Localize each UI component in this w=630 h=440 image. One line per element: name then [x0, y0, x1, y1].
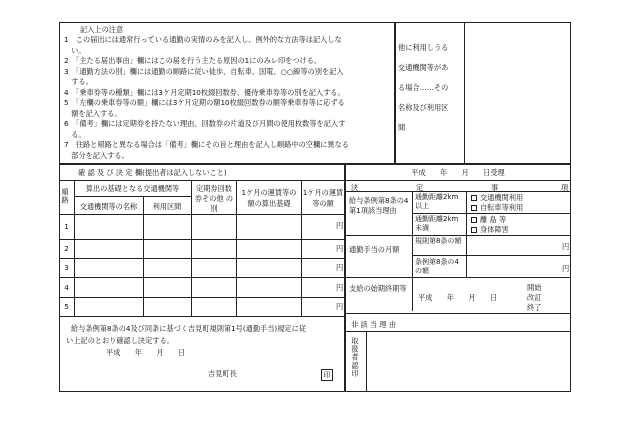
- handler-label: 取扱者認印: [350, 337, 360, 378]
- row-number: 4: [64, 283, 69, 292]
- note-line: 4 「乗車券等の種類」欄には3ケ月定期10枚綴回数券、優待乗車券等の別を記入する。: [64, 87, 345, 97]
- note-line: い。: [64, 45, 86, 55]
- checkbox[interactable]: [471, 217, 477, 223]
- opt-disabled[interactable]: 身体障害: [471, 226, 509, 233]
- decision-label: 決: [351, 183, 359, 192]
- yen-unit: 円: [562, 264, 570, 273]
- checkbox[interactable]: [471, 205, 477, 211]
- note-line: 部分を記入する。: [64, 150, 129, 160]
- rule-label: 規則第8条の額: [415, 237, 462, 245]
- notes-list: [64, 36, 349, 162]
- notes-title: 記入上の注意: [80, 25, 124, 34]
- yen-unit: 円: [336, 244, 344, 253]
- note-line: 7 往路と帰路と異なる場合は「備考」欄にその旨と理由を記入し順路中の空欄に異なる: [64, 140, 349, 149]
- confirm-statement: 給与条例第8条の4及び同条に基づく吉見町規則第1号(通勤手当)規定に従: [71, 324, 306, 333]
- col-month-amount: 1ケ月の運賃等の額: [302, 188, 344, 208]
- col-name: 交通機関等の名称: [79, 202, 138, 211]
- note-line: する。: [64, 77, 93, 86]
- yen-unit: 円: [336, 283, 344, 292]
- col-basis: 算出の基礎となる交通機関等: [85, 184, 180, 193]
- confirm-date: 平成 年 月 日: [106, 348, 186, 357]
- col-section: 利用区間: [152, 202, 182, 211]
- opt-bicycle[interactable]: 自転車等利用: [471, 204, 523, 211]
- article-label: 給与条例第8条の4第1項該当理由: [349, 196, 409, 215]
- col-order: 順路: [60, 188, 70, 205]
- note-line: 6 「備考」欄には定期券を持たない理由、回数券の片道及び月間の使用枚数等を記入す: [64, 119, 346, 128]
- start-option: 改訂: [527, 293, 542, 302]
- start-option: 終了: [527, 303, 542, 312]
- checkbox[interactable]: [471, 227, 477, 233]
- note-line: 3 「通勤方法の別」欄には通勤の順路に従い徒歩、自転車、国電、○○線等の別を記入: [64, 66, 344, 76]
- row-number: 2: [64, 244, 69, 253]
- yen-unit: 円: [336, 263, 344, 272]
- confirm-statement-2: い上記のとおり確認し決定する。: [66, 336, 174, 345]
- other-transport-label: 他に利用しうる 交通機関等があ る場合……その 名称及び利用区 間: [398, 43, 449, 132]
- start-option: 開始: [527, 283, 542, 292]
- opt-transport[interactable]: 交通機関利用: [471, 194, 523, 201]
- col-ticket: 定期券回数券その他 の 別: [194, 184, 234, 213]
- note-line: 額を記入する。: [64, 108, 122, 118]
- allowance-label: 通勤手当の月額: [349, 245, 400, 254]
- start-date: 平成 年 月 日: [418, 293, 498, 302]
- col-month-cost: 1ケ月の運賃等の額の算出基礎: [241, 188, 297, 208]
- note-line: る。: [64, 129, 86, 139]
- confirm-header: 確 認 及 び 決 定 欄(提出者は記入しないこと): [78, 168, 227, 177]
- article4-label: 条例第8条の4の額: [415, 258, 459, 275]
- decision-label: 項: [561, 183, 569, 192]
- row-number: 3: [64, 263, 69, 272]
- note-line: 1 この届出には通常行っている通勤の実情のみを記入し、例外的な方法等は記入しな: [64, 35, 342, 44]
- decision-label: 定: [416, 183, 424, 192]
- yen-unit: 円: [336, 221, 344, 230]
- nonapplicable-label: 非 該 当 理 由: [351, 320, 397, 329]
- note-line: 5 「左欄の乗車券等の額」欄には3ケ月定期の額10枚綴回数券の額等乗車券等に応ずる: [64, 98, 345, 107]
- receipt-date: 平成 年 月 日受理: [411, 168, 505, 177]
- checkbox[interactable]: [471, 195, 477, 201]
- decision-label: 事: [491, 183, 499, 192]
- dist-under: 通勤距離2km未満: [415, 215, 459, 232]
- row-number: 1: [64, 222, 69, 231]
- row-number: 5: [64, 302, 69, 311]
- yen-unit: 円: [336, 302, 344, 311]
- start-end-label: 支給の始期終期等: [349, 284, 407, 293]
- dist-over: 通勤距離2km以上: [415, 193, 459, 210]
- mayor-label: 吉見町長: [208, 369, 237, 378]
- seal-mark: 印: [321, 369, 333, 381]
- note-line: 2 「主たる届出事由」欄にはこの届を行う主たる原因の1にのみレ印をつける。: [64, 56, 322, 65]
- opt-remote[interactable]: 離 島 等: [471, 216, 506, 223]
- yen-unit: 円: [562, 242, 570, 251]
